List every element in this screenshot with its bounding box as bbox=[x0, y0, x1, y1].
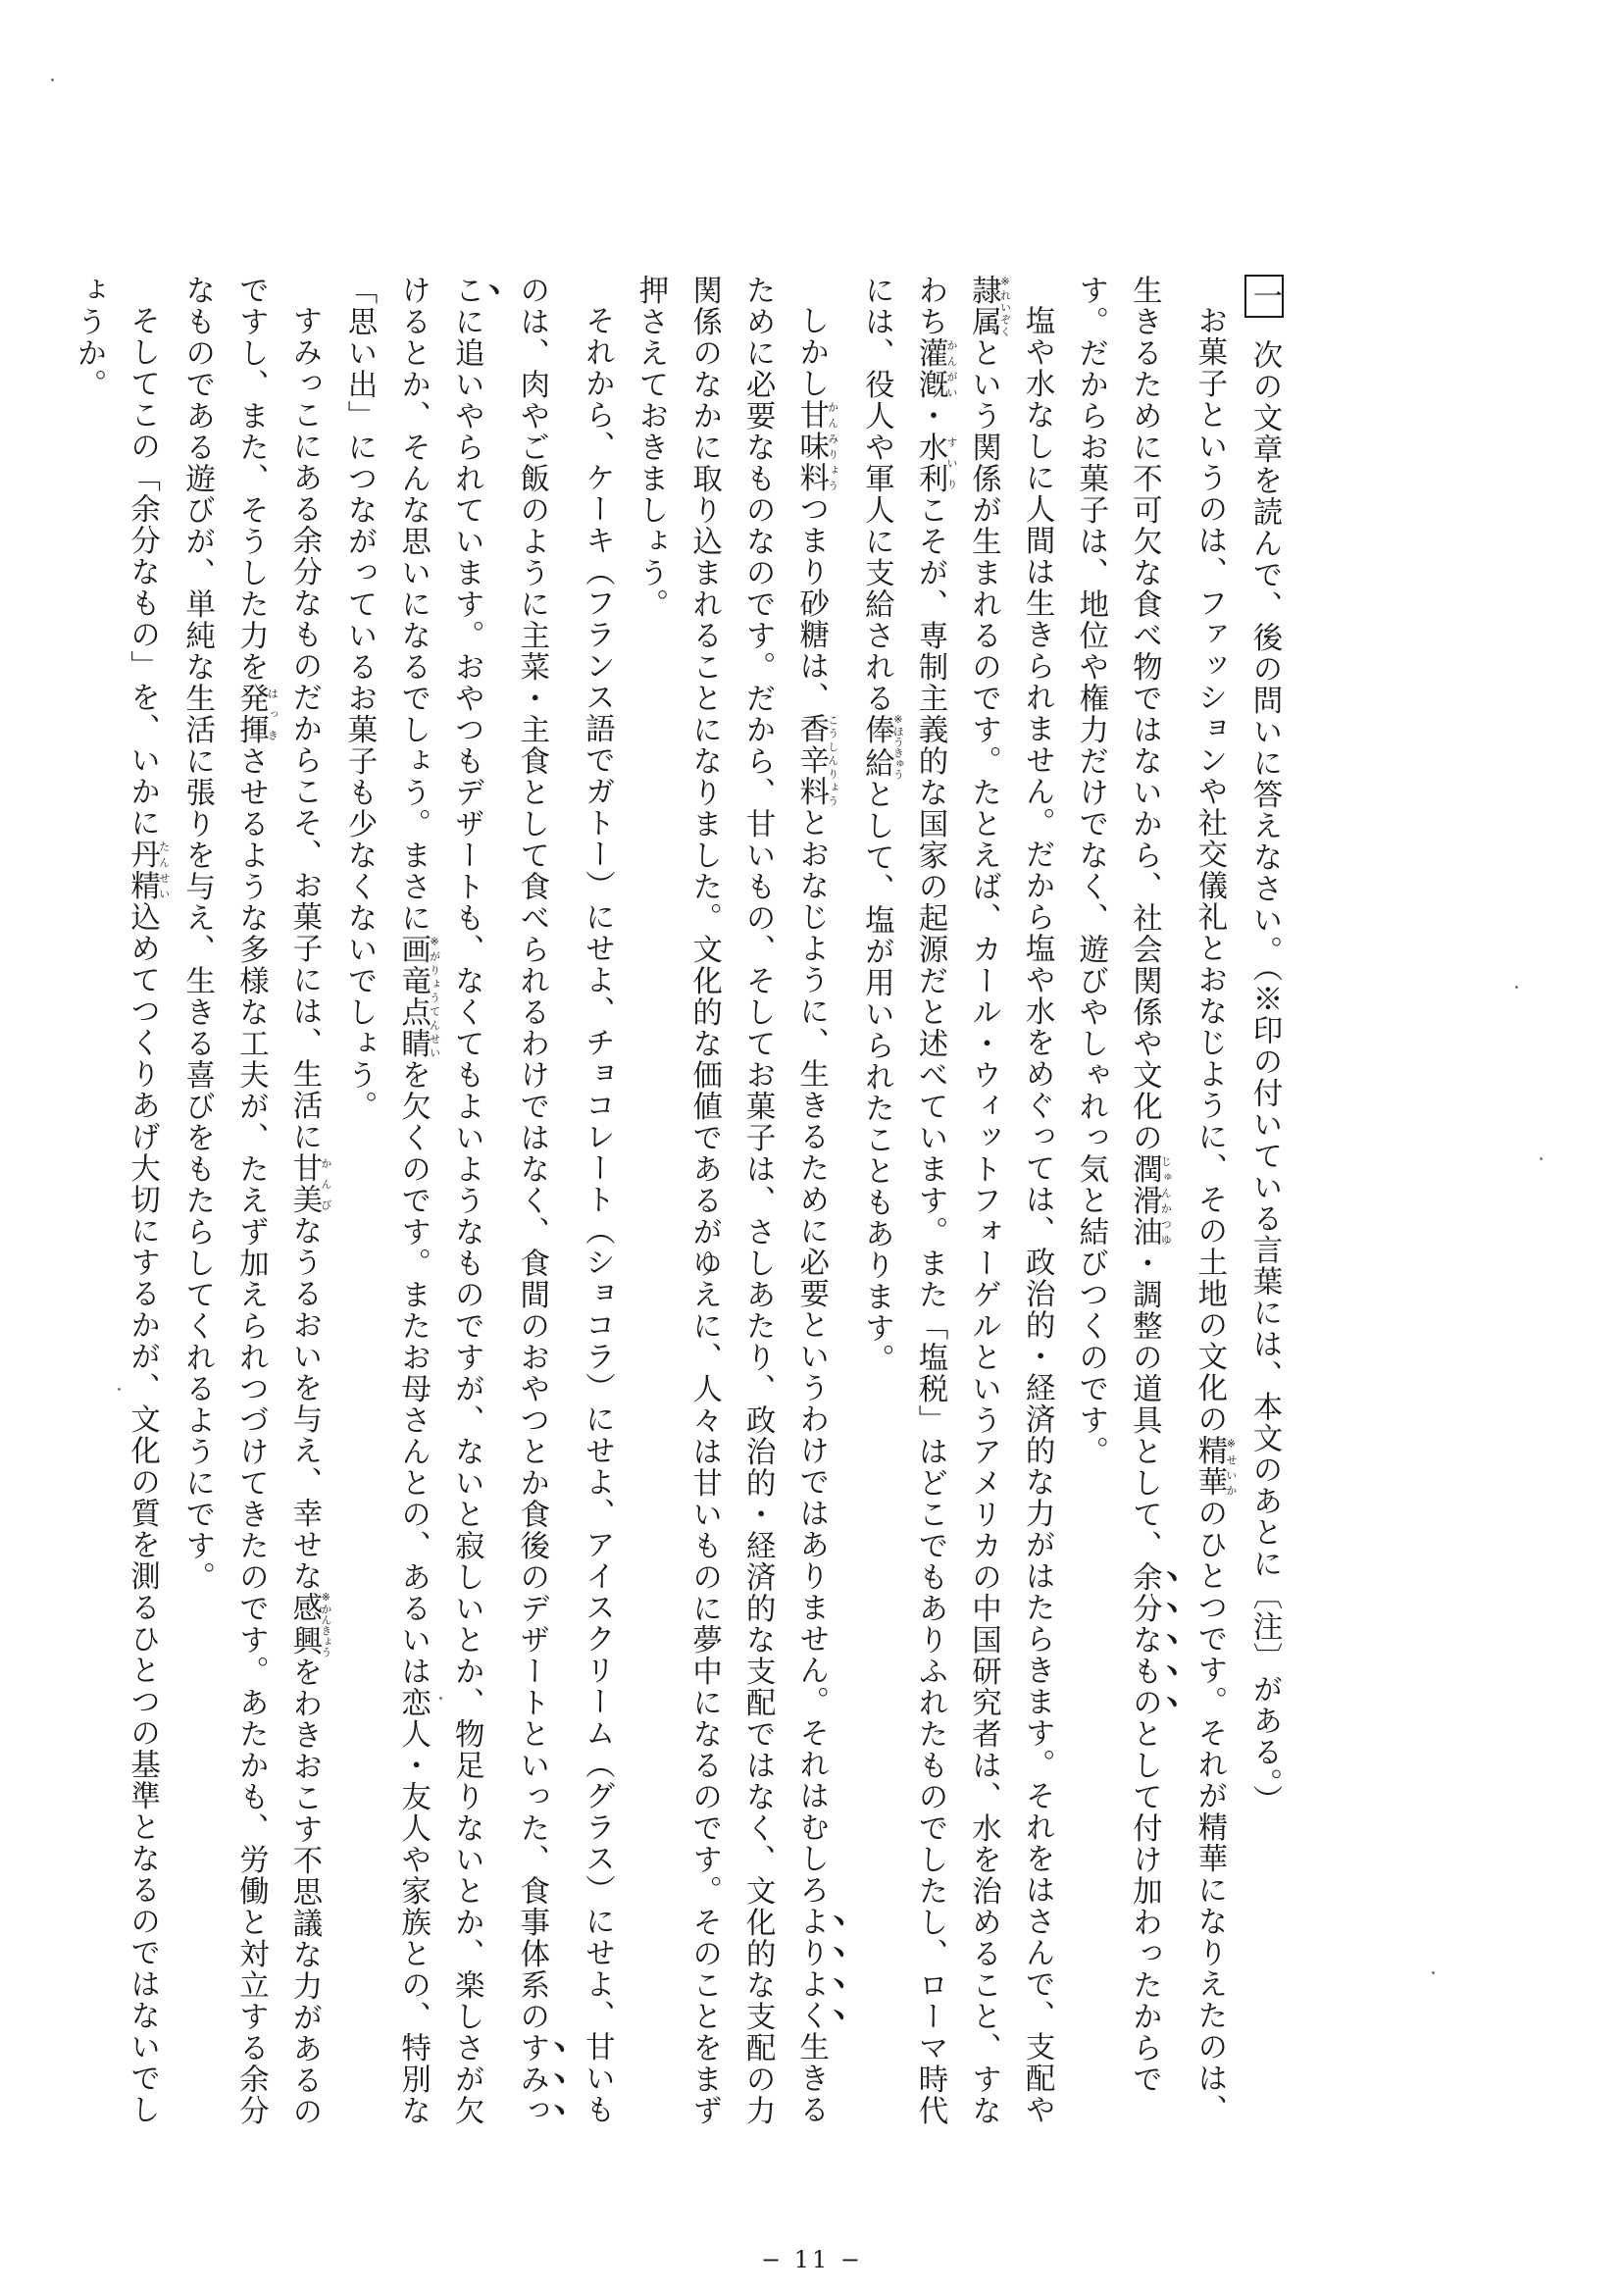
scan-speck bbox=[1432, 1971, 1435, 1974]
furigana: すいり bbox=[944, 432, 958, 494]
ruby-annotated-word bbox=[286, 1151, 332, 1215]
passage-paragraph bbox=[61, 275, 170, 2138]
emphasized-phrase: 余分なもの bbox=[1127, 1561, 1162, 1718]
ruby-annotated-word bbox=[793, 712, 839, 807]
passage-text: とおなじように、生きるために必要というわけではありません。それはむしろ bbox=[793, 806, 829, 1906]
emphasized-phrase: すみっこ bbox=[449, 275, 549, 2126]
passage-text: ・調整の道具として、 bbox=[1127, 1248, 1162, 1561]
furigana: はっき bbox=[266, 683, 279, 745]
passage-paragraph bbox=[1063, 275, 1237, 2138]
ruby-annotated-word bbox=[395, 934, 441, 1059]
furigana: たんせい bbox=[157, 838, 171, 901]
scan-speck bbox=[439, 1697, 442, 1700]
ruby-base: 精華 bbox=[1192, 1434, 1227, 1498]
ruby-base: 甘味料 bbox=[793, 398, 829, 493]
scan-speck bbox=[51, 78, 54, 81]
passage-text: 塩や水なしに人間は生きられません。だから塩や水をめぐっては、政治的・経済的な力がはたらきます。それをはさんで、支配や bbox=[1020, 304, 1055, 2125]
passage-text: させるような多様な工夫が、たえず加えられつづけてきたのです。あたかも、労働と対立する余分なものである遊びが、単純な生活に張りを与え、生きる喜びをもたらしてくれるようにです。 bbox=[179, 275, 269, 2126]
question-number-box: 一 bbox=[1244, 275, 1284, 318]
ruby-annotated-word bbox=[1127, 1153, 1173, 1248]
ruby-base: 俸給 bbox=[859, 713, 894, 780]
ruby-annotated-word bbox=[966, 275, 1012, 337]
ruby-annotated-word bbox=[912, 337, 958, 400]
question-heading bbox=[1237, 275, 1291, 2138]
ruby-base: 画竜点睛 bbox=[395, 934, 431, 1059]
ruby-annotated-word bbox=[125, 838, 171, 901]
ruby-base: 甘美 bbox=[286, 1151, 322, 1215]
emphasized-phrase: よりよく bbox=[793, 1905, 829, 2031]
passage-paragraph bbox=[623, 275, 848, 2138]
ruby-annotated-word bbox=[233, 683, 279, 745]
furigana: かんみりょう bbox=[826, 398, 839, 493]
passage-text: 生きるために必要なものなのです。だから、甘いもの、そしてお菓子は、さしあたり、政治的・経済的な支配ではなく、文化的な支配の力関係のなかに取り込まれることになりました。文化的な価値であるがゆえに、人々は甘いものに夢中になるのです。そのことをまず押さえておきましょう。 bbox=[633, 275, 829, 2126]
passage-text: しかし bbox=[793, 304, 829, 399]
ruby-annotated-word bbox=[793, 398, 839, 493]
furigana: ※かんきょう bbox=[319, 1590, 332, 1657]
ruby-base: 水利 bbox=[912, 432, 947, 494]
furigana: ※れいぞく bbox=[998, 275, 1012, 337]
ruby-annotated-word bbox=[286, 1590, 332, 1657]
scan-speck bbox=[1540, 1157, 1543, 1160]
passage-text: なうるおいを与え、幸せな bbox=[286, 1214, 322, 1592]
passage-text: こそが、専制主義的な国家の起源だと述べています。また「塩税」はどこでもありふれたものでしたし、ローマ時代には、役人や軍人に支給される bbox=[859, 275, 947, 2126]
passage-paragraph bbox=[331, 275, 623, 2138]
passage-text: をわきおこす不思議な力があるのですし、また、そうした力を bbox=[233, 275, 322, 2127]
ruby-base: 発揮 bbox=[233, 683, 269, 745]
furigana: じゅんかつゆ bbox=[1159, 1153, 1173, 1248]
page-number: − 11 − bbox=[760, 2246, 863, 2273]
reading-passage bbox=[61, 275, 1237, 2138]
ruby-base: 潤滑油 bbox=[1127, 1153, 1162, 1248]
passage-text: そしてこの「余分なもの」を、いかに bbox=[125, 304, 160, 839]
passage-text: すみっこにある余分なものだからこそ、お菓子には、生活に bbox=[286, 304, 322, 1152]
question-section bbox=[61, 275, 1291, 2138]
passage-text: お菓子というのは、ファッションや社交儀礼とおなじように、その土地の文化の bbox=[1192, 304, 1227, 1435]
ruby-base: 隷属 bbox=[966, 275, 1001, 337]
passage-text: それから、ケーキ（フランス語でガトー）にせよ、チョコレート（ショコラ）にせよ、アイスクリーム（グラス）にせよ、甘いものは、肉やご飯のように主菜・主食として食べられるわけではなく、食間のおやつとか食後のデザートといった、食事体系の bbox=[514, 275, 615, 2125]
passage-text: ・ bbox=[912, 400, 947, 432]
passage-text: に追いやられています。おやつもデザートも、なくてもよいようなものですが、ないと寂しいとか、物足りないとか、楽しさが欠けるとか、そんな思いになるでしょう。まさに bbox=[395, 275, 484, 2126]
furigana: こうしんりょう bbox=[826, 712, 839, 807]
scan-speck bbox=[1515, 986, 1518, 989]
passage-text: を欠くのです。またお母さんとの、あるいは恋人・友人や家族との、特別な「思い出」につながっているお菓子も少なくないでしょう。 bbox=[342, 275, 431, 2126]
passage-text: つまり砂糖は、 bbox=[793, 492, 829, 713]
passage-paragraph bbox=[170, 275, 331, 2138]
passage-text: として付け加わったからです。だからお菓子は、地位や権力だけでなく、遊びやしゃれっ気と結びつくのです。 bbox=[1073, 275, 1162, 2095]
ruby-base: 灌漑 bbox=[912, 337, 947, 400]
ruby-base: 丹精 bbox=[125, 838, 160, 901]
ruby-annotated-word bbox=[912, 432, 958, 494]
passage-paragraph bbox=[849, 275, 1063, 2138]
passage-text: のひとつです。それが精華になりえたのは、生きるために不可欠な食べ物ではないから、社会関係や文化の bbox=[1127, 275, 1227, 2125]
furigana: ※ほうきゅう bbox=[891, 713, 905, 780]
passage-text: という関係が生まれるのです。たとえば、カール・ウィットフォーゲルというアメリカの中国研究者は、水を治めること、すなわち bbox=[912, 275, 1001, 2126]
passage-text: として、塩が用いられたこともあります。 bbox=[859, 779, 894, 1375]
furigana: ※がりょうてんせい bbox=[428, 934, 441, 1059]
passage-text: 込めてつくりあげ大切にするかが、文化の質を測るひとつの基準となるのではないでしょうか。 bbox=[72, 275, 160, 2125]
furigana: かんがい bbox=[944, 337, 958, 400]
ruby-base: 感興 bbox=[286, 1590, 322, 1657]
question-instruction: 次の文章を読んで、後の問いに答えなさい。（※印の付いている言葉には、本文のあとに〔注〕がある。） bbox=[1247, 339, 1282, 1816]
ruby-base: 香辛料 bbox=[793, 712, 829, 807]
ruby-annotated-word bbox=[1192, 1434, 1238, 1498]
furigana: かんび bbox=[319, 1151, 332, 1215]
ruby-annotated-word bbox=[859, 713, 905, 780]
furigana: ※せいか bbox=[1224, 1434, 1238, 1498]
scan-speck bbox=[118, 1388, 121, 1391]
